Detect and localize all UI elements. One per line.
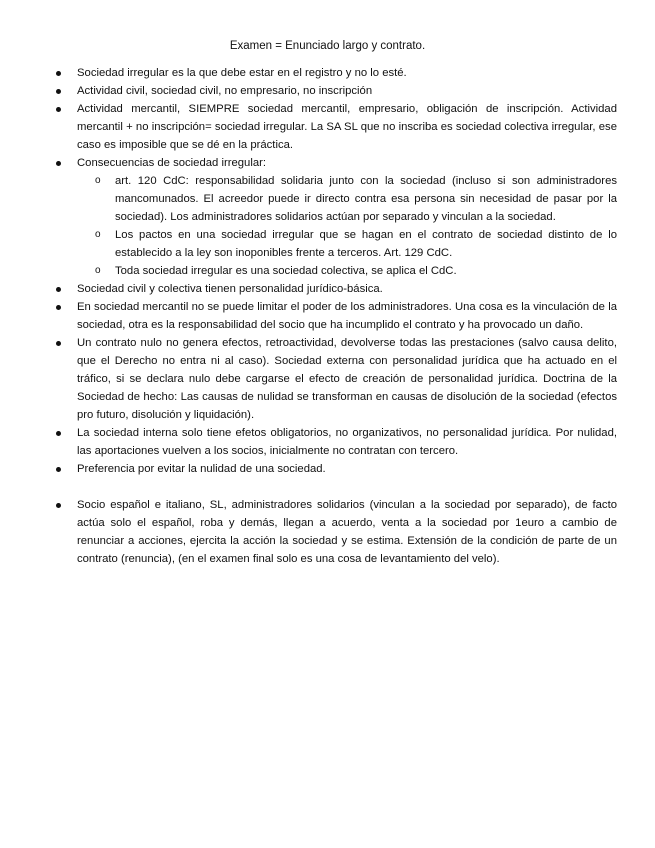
bullet-dot (56, 431, 61, 436)
list-item-text: Un contrato nulo no genera efectos, retroactividad, devolverse todas las prestaciones (salvo causa delito, que el Derecho no entra ni al caso). Sociedad externa con personalidad jurídica que ha actuado en el tráfico, si se declara nulo debe cargarse el efecto de creación de personalidad jurídica. Doctrina de la Sociedad de hecho: Las causas de nulidad se transforman en causas de disolución de la sociedad (efectos pro futuro, disolución y liquidación). (77, 337, 617, 421)
list-item-text: Sociedad irregular es la que debe estar en el registro y no lo esté. (77, 67, 407, 79)
document-body (0, 64, 655, 568)
list-item (0, 82, 655, 100)
bullet-dot (56, 287, 61, 292)
sub-list-item (77, 262, 617, 280)
bullet-dot (56, 89, 61, 94)
bullet-dot (56, 107, 61, 112)
list-item (0, 334, 655, 424)
bullet-dot (56, 503, 61, 508)
list-item (0, 100, 655, 154)
sub-list-item (77, 226, 617, 262)
sub-list-item-text: Toda sociedad irregular es una sociedad colectiva, se aplica el CdC. (115, 265, 457, 277)
sub-bullet-marker: o (95, 229, 101, 240)
bullet-dot (56, 71, 61, 76)
list-item (0, 460, 655, 478)
list-item-text: Socio español e italiano, SL, administradores solidarios (vinculan a la sociedad por separado), de facto actúa solo el español, roba y demás, llegan a acuerdo, venta a la sociedad por 1euro a cambio de renunciar a acciones, ejercita la acción la sociedad y se estima. Extensión de la condición de parte de un contrato (renuncia), (en el examen final solo es una cosa de levantamiento del velo). (77, 499, 617, 565)
document-title: Examen = Enunciado largo y contrato. (229, 40, 426, 52)
list-item-text: Preferencia por evitar la nulidad de una sociedad. (77, 463, 326, 475)
list-item (0, 424, 655, 460)
bullet-dot (56, 341, 61, 346)
paragraph-spacer (0, 478, 655, 496)
list-item-text: La sociedad interna solo tiene efetos obligatorios, no organizativos, no personalidad jurídica. Por nulidad, las aportaciones vuelven a los socios, inicialmente no contratan con tercero. (77, 427, 617, 457)
list-item (0, 64, 655, 82)
list-item (0, 298, 655, 334)
list-item-text: Actividad civil, sociedad civil, no empresario, no inscripción (77, 85, 373, 97)
sub-list-item (77, 172, 617, 226)
bullet-dot (56, 467, 61, 472)
list-item (0, 496, 655, 568)
sub-list-item-text: art. 120 CdC: responsabilidad solidaria junto con la sociedad (incluso si son administradores mancomunados. El acreedor puede ir directo contra esa persona sin necesidad de pasar por la sociedad). Los administradores solidarios actúan por separado y vinculan a la sociedad. (115, 175, 617, 223)
sub-list (77, 172, 617, 280)
list-item-text: Sociedad civil y colectiva tienen personalidad jurídico-básica. (77, 283, 383, 295)
list-item (0, 154, 655, 280)
list-item-text: Consecuencias de sociedad irregular: (77, 157, 267, 169)
bullet-dot (56, 305, 61, 310)
list-item-text: Actividad mercantil, SIEMPRE sociedad mercantil, empresario, obligación de inscripción. Actividad mercantil + no inscripción= sociedad irregular. La SA SL que no inscriba es sociedad colectiva irregular, ese caso es imposible que se dé en la práctica. (77, 103, 617, 151)
sub-list-item-text: Los pactos en una sociedad irregular que se hagan en el contrato de sociedad distinto de lo establecido a la ley son inoponibles frente a terceros. Art. 129 CdC. (115, 229, 617, 259)
list-item (0, 280, 655, 298)
list-item-text: En sociedad mercantil no se puede limitar el poder de los administradores. Una cosa es la vinculación de la sociedad, otra es la responsabilidad del socio que ha incumplido el contrato y ha provocado un daño. (77, 301, 617, 331)
sub-bullet-marker: o (95, 265, 101, 276)
sub-bullet-marker: o (95, 175, 101, 186)
bullet-dot (56, 161, 61, 166)
